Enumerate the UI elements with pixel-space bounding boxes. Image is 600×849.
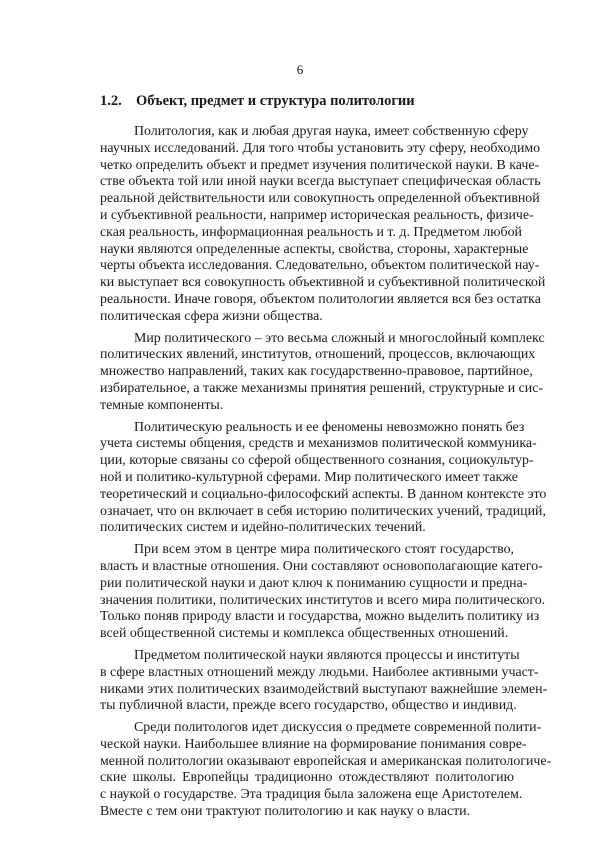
paragraph (100, 647, 548, 715)
text-line: ки выступает вся совокупность объективной и субъективной политической (100, 275, 546, 291)
text-line: Вместе с тем они трактуют политологию и как науку о власти. (100, 804, 471, 820)
text-line: власть и властные отношения. Они составляют основополагающие катего- (100, 558, 543, 574)
text-line: избирательное, а также механизмы принятия решений, структурные и сис- (100, 380, 544, 396)
text-line: теоретический и социально-философский аспекты. В данном контексте это (100, 486, 547, 502)
text-line: политическая сфера жизни общества. (100, 308, 323, 324)
text-line: ские школы. Европейцы традиционно отождествляют политологию (100, 770, 514, 786)
text-line: с наукой о государстве. Эта традиция была заложена еще Аристотелем. (100, 787, 523, 803)
text-line: множество направлений, таких как государственно-правовое, партийное, (100, 364, 533, 380)
paragraph (100, 542, 546, 643)
text-line: в сфере властных отношений между людьми. Наиболее активными участ- (100, 664, 539, 680)
text-line: реальной действительности или совокупность определенной объективной (100, 191, 540, 207)
text-line: никами этих политических взаимодействий выступают важнейшие элемен- (100, 681, 548, 697)
text-line: рии политической науки и дают ключ к пониманию сущности и предна- (100, 575, 528, 591)
text-line: ская реальность, информационная реальность и т. д. Предметом любой (100, 224, 522, 240)
text-line: Политология, как и любая другая наука, имеет собственную сферу (134, 124, 529, 139)
text-line: Политическую реальность и ее феномены невозможно понять без (134, 419, 525, 435)
text-line: научных исследований. Для того чтобы установить эту сферу, необходимо (100, 140, 541, 156)
section-heading (100, 92, 520, 110)
text-line: ты публичной власти, прежде всего государство, общество и индивид. (100, 698, 517, 714)
section-number: 1.2. (100, 93, 122, 109)
text-line: стве объекта той или иной науки всегда выступает специфическая область (100, 174, 541, 190)
text-line: Только поняв природу власти и государства, можно выделить политику из (100, 609, 540, 625)
text-line: четко определить объект и предмет изучения политической науки. В каче- (100, 157, 540, 173)
text-line: При всем этом в центре мира политического стоят государство, (134, 542, 514, 558)
paragraph (100, 124, 546, 326)
text-line: ческой науки. Наибольшее влияние на формирование понимания совре- (100, 736, 527, 752)
section-title-text: Объект, предмет и структура политологии (136, 93, 415, 109)
text-line: реальности. Иначе говоря, объектом политологии является вся без остатка (100, 291, 541, 307)
text-line: Предметом политической науки являются процессы и институты (134, 647, 520, 663)
text-line: политических явлений, институтов, отношений, процессов, включающих (100, 347, 536, 363)
paragraph (100, 720, 552, 821)
text-line: черты объекта исследования. Следовательно, объектом политической нау- (100, 258, 540, 274)
text-line: ной и политико-культурной сферами. Мир политического имеет также (100, 469, 518, 485)
text-line: и субъективной реальности, например историческая реальность, физиче- (100, 207, 534, 223)
text-line: значения политики, политических институтов и всего мира политического. (100, 592, 546, 608)
text-line: науки являются определенные аспекты, свойства, стороны, характерные (100, 241, 529, 257)
paragraph (100, 330, 545, 415)
text-line: темные компоненты. (100, 397, 224, 413)
text-line: Среди политологов идет дискуссия о предмете современной полити- (134, 720, 542, 736)
paragraph (100, 419, 547, 538)
text-line: Мир политического – это весьма сложный и многослойный комплекс (134, 330, 545, 346)
text-line: ции, которые связаны со сферой общественного сознания, социокультур- (100, 453, 534, 469)
text-line: учета системы общения, средств и механизмов политической коммуника- (100, 436, 537, 452)
text-line: означает, что он включает в себя историю политических учений, традиций, (100, 503, 546, 519)
text-line: политических систем и идейно-политических течений. (100, 520, 426, 536)
body-text (100, 124, 552, 826)
page-number: 6 (296, 62, 304, 77)
text-line: всей общественной системы и комплекса общественных отношений. (100, 626, 509, 642)
text-line: менной политологии оказывают европейская и американская политологиче- (100, 753, 552, 769)
